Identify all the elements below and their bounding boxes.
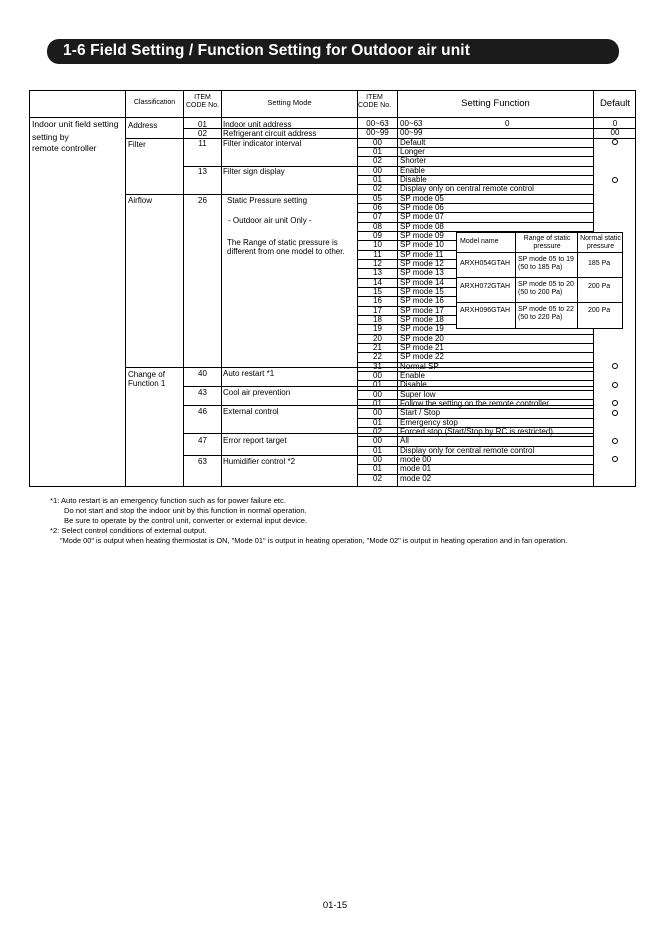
class-airflow: Airflow (128, 196, 153, 205)
section-title-bar (47, 39, 619, 64)
setting-function-value: SP mode 20 (400, 333, 444, 343)
setting-function-value: Display only for central remote control (400, 445, 535, 455)
header-item-code-2 (356, 94, 393, 110)
setting-function-value: Forced stop (Start/Stop by RC is restricted) (400, 426, 553, 436)
setting-function-value: SP mode 18 (400, 314, 444, 324)
setting-function-value: SP mode 14 (400, 277, 444, 287)
setting-mode: Indoor unit address (223, 120, 292, 129)
setting-function-value: mode 00 (400, 454, 432, 464)
item-code-value: 01 (373, 398, 382, 408)
item-code: 46 (198, 407, 207, 416)
item-code: 40 (198, 369, 207, 378)
setting-function-value: Shorter (400, 156, 427, 166)
item-code-value: 13 (373, 268, 382, 278)
setting-function-value: SP mode 12 (400, 258, 444, 268)
item-code-value: 07 (373, 212, 382, 222)
item-code-value: 19 (373, 324, 382, 334)
sub-header-normal-line2: pressure (586, 243, 615, 250)
item-code-value: 00~63 (366, 119, 389, 128)
item-code: 43 (198, 388, 207, 397)
setting-mode: Error report target (223, 436, 287, 445)
class-function-1: Function 1 (128, 379, 166, 388)
class-change-of: Change of (128, 370, 165, 379)
item-code-value: 01 (373, 380, 382, 390)
sub-model: ARXH096GTAH (460, 307, 511, 314)
item-code: 47 (198, 436, 207, 445)
setting-function-mid: 0 (505, 119, 510, 128)
item-code-value: 00 (373, 165, 382, 175)
group-label-line3: remote controller (32, 143, 97, 153)
item-code-value: 08 (373, 221, 382, 231)
setting-mode: External control (223, 407, 279, 416)
group-label-line1: Indoor unit field setting (32, 119, 119, 129)
setting-function-value: Emergency stop (400, 417, 458, 427)
setting-function-value: SP mode 19 (400, 324, 444, 334)
sub-normal: 200 Pa (588, 283, 611, 290)
default-value: 00 (610, 128, 620, 138)
item-code-value: 02 (373, 156, 382, 166)
item-code-value: 02 (373, 184, 382, 194)
default-circle-icon (612, 438, 618, 444)
item-code-value: 16 (373, 296, 382, 306)
sub-model: ARXH054GTAH (460, 260, 511, 267)
setting-function-value: SP mode 06 (400, 203, 444, 212)
footnote: Be sure to operate by the control unit, converter or external input device. (64, 516, 308, 525)
setting-mode: Humidifier control *2 (223, 457, 296, 466)
header-divider (29, 117, 636, 118)
sub-row-divider (457, 302, 622, 303)
header-item-code (184, 94, 221, 110)
setting-function-value: SP mode 09 (400, 231, 444, 240)
setting-mode: Auto restart *1 (223, 369, 275, 378)
setting-mode-note: - Outdoor air unit Only - (228, 216, 312, 225)
row-divider (357, 138, 636, 139)
setting-mode: Filter indicator interval (223, 139, 302, 148)
sub-normal: 200 Pa (588, 307, 611, 314)
item-code-value: 01 (373, 175, 382, 184)
setting-function-value: Longer (400, 147, 425, 156)
setting-mode-note: different from one model to other. (227, 247, 345, 256)
item-code-value: 02 (373, 426, 382, 436)
setting-function-value: Default (400, 137, 426, 147)
setting-function-value: SP mode 13 (400, 268, 444, 278)
sub-range-pa: (50 to 200 Pa) (518, 289, 563, 296)
item-code-value: 15 (373, 286, 382, 296)
header-setting-function: Setting Function (461, 98, 530, 109)
sub-col-divider (515, 233, 516, 328)
class-address: Address (128, 121, 158, 130)
header-item-code-line2: CODE No. (185, 102, 220, 109)
item-code-value: 21 (373, 342, 382, 352)
setting-function-value: All (400, 436, 409, 446)
sub-range: SP mode 05 to 22 (518, 306, 574, 313)
footnote: "Mode 00" is output when heating thermostat is ON, "Mode 01" is output in heating operation, "Mode 02" is output in heating operation and in fan operation. (60, 536, 568, 545)
setting-function-value: SP mode 15 (400, 286, 444, 296)
header-setting-mode: Setting Mode (267, 98, 312, 107)
sub-row-divider (457, 252, 622, 253)
setting-mode: Refrigerant circuit address (223, 129, 317, 138)
setting-function-value: SP mode 08 (400, 221, 444, 231)
item-code-value: 22 (373, 352, 382, 362)
setting-function-value: mode 02 (400, 473, 432, 483)
header-item-code2-line1: ITEM (366, 94, 383, 101)
section-title: 1-6 Field Setting / Function Setting for Outdoor air unit (63, 42, 470, 59)
footnote: *1: Auto restart is an emergency function such as for power failure etc. (50, 496, 286, 505)
setting-function-value: Normal SP (400, 361, 439, 371)
item-code-value: 01 (373, 464, 382, 474)
sub-row-divider (457, 277, 622, 278)
setting-function-value: Enable (400, 370, 425, 380)
sub-header-range-line1: Range of static (523, 235, 571, 242)
setting-mode-note: The Range of static pressure is (227, 238, 338, 247)
item-code-value: 06 (373, 203, 382, 212)
item-code: 02 (198, 129, 207, 138)
item-code-value: 09 (373, 231, 382, 240)
item-code: 26 (198, 196, 207, 205)
footnote: *2: Select control conditions of external output. (50, 526, 207, 535)
item-code-value: 00 (373, 370, 382, 380)
sub-header-normal (578, 235, 623, 251)
setting-function-value: mode 01 (400, 464, 432, 474)
item-code-value: 10 (373, 240, 382, 250)
default-circle-icon (612, 410, 618, 416)
setting-function-value: Start / Stop (400, 408, 441, 418)
item-code-value: 01 (373, 147, 382, 156)
page-number: 01-15 (322, 900, 348, 911)
setting-function-value: SP mode 22 (400, 352, 444, 362)
setting-function-value: SP mode 16 (400, 296, 444, 306)
item-code-value: 01 (373, 417, 382, 427)
item-code-value: 00 (373, 408, 382, 418)
item-code-value: 00 (373, 137, 382, 147)
item-code-value: 01 (373, 445, 382, 455)
sub-range: SP mode 05 to 19 (518, 256, 574, 263)
col-divider (125, 90, 126, 487)
setting-function-value: SP mode 10 (400, 240, 444, 250)
setting-function-value: SP mode 21 (400, 342, 444, 352)
sub-range-pa: (50 to 185 Pa) (518, 264, 563, 271)
default-value: 0 (612, 119, 618, 128)
setting-function-value: Enable (400, 165, 425, 175)
item-code-value: 00 (373, 454, 382, 464)
setting-function-value: SP mode 05 (400, 193, 444, 203)
item-code-value: 14 (373, 277, 382, 287)
setting-mode: Static Pressure setting (227, 196, 308, 205)
setting-function-value: Display only on central remote control (400, 184, 534, 194)
static-pressure-table (456, 232, 623, 329)
sub-header-range-line2: pressure (533, 243, 561, 250)
item-code-value: 31 (373, 361, 382, 371)
item-code-value: 00 (373, 436, 382, 446)
sub-header-normal-line1: Normal static (580, 235, 621, 242)
setting-function-value: 00~99 (400, 128, 423, 138)
header-item-code-line1: ITEM (194, 94, 211, 101)
sub-range-pa: (50 to 220 Pa) (518, 314, 563, 321)
item-code-value: 02 (373, 473, 382, 483)
setting-function-value: Super low (400, 389, 436, 399)
header-default: Default (599, 98, 631, 109)
sub-model: ARXH072GTAH (460, 283, 511, 290)
class-filter: Filter (128, 140, 146, 149)
item-code: 11 (198, 139, 207, 148)
setting-function-value: Disable (400, 175, 427, 184)
item-code-value: 12 (373, 258, 382, 268)
setting-function-value: 00~63 (400, 119, 423, 128)
setting-function-value: SP mode 17 (400, 305, 444, 315)
sub-normal: 185 Pa (588, 260, 611, 267)
col-divider (183, 90, 184, 487)
item-code: 63 (198, 457, 207, 466)
group-label-line2: setting by (32, 132, 69, 142)
sub-header-range (517, 235, 577, 251)
default-circle-icon (612, 382, 618, 388)
setting-function-value: SP mode 11 (400, 249, 444, 259)
item-code-value: 11 (373, 249, 382, 259)
item-code-value: 00~99 (366, 128, 389, 138)
footnote: Do not start and stop the indoor unit by this function in normal operation. (64, 506, 307, 515)
item-code: 13 (198, 167, 207, 176)
sub-header-model: Model name (460, 238, 499, 245)
item-code: 01 (198, 120, 207, 129)
setting-function-value: SP mode 07 (400, 212, 444, 222)
item-code-value: 20 (373, 333, 382, 343)
item-code-value: 05 (373, 193, 382, 203)
setting-function-value: Follow the setting on the remote controller (400, 398, 549, 408)
item-code-value: 17 (373, 305, 382, 315)
header-classification: Classification (133, 99, 176, 106)
item-code-value: 18 (373, 314, 382, 324)
sub-range: SP mode 05 to 20 (518, 281, 574, 288)
col-divider (221, 90, 222, 487)
default-circle-icon (612, 177, 618, 183)
setting-function-value: Disable (400, 380, 427, 390)
setting-mode: Filter sign display (223, 167, 285, 176)
item-code-value: 00 (373, 389, 382, 399)
setting-mode: Cool air prevention (223, 388, 291, 397)
header-item-code2-line2: CODE No. (357, 102, 392, 109)
